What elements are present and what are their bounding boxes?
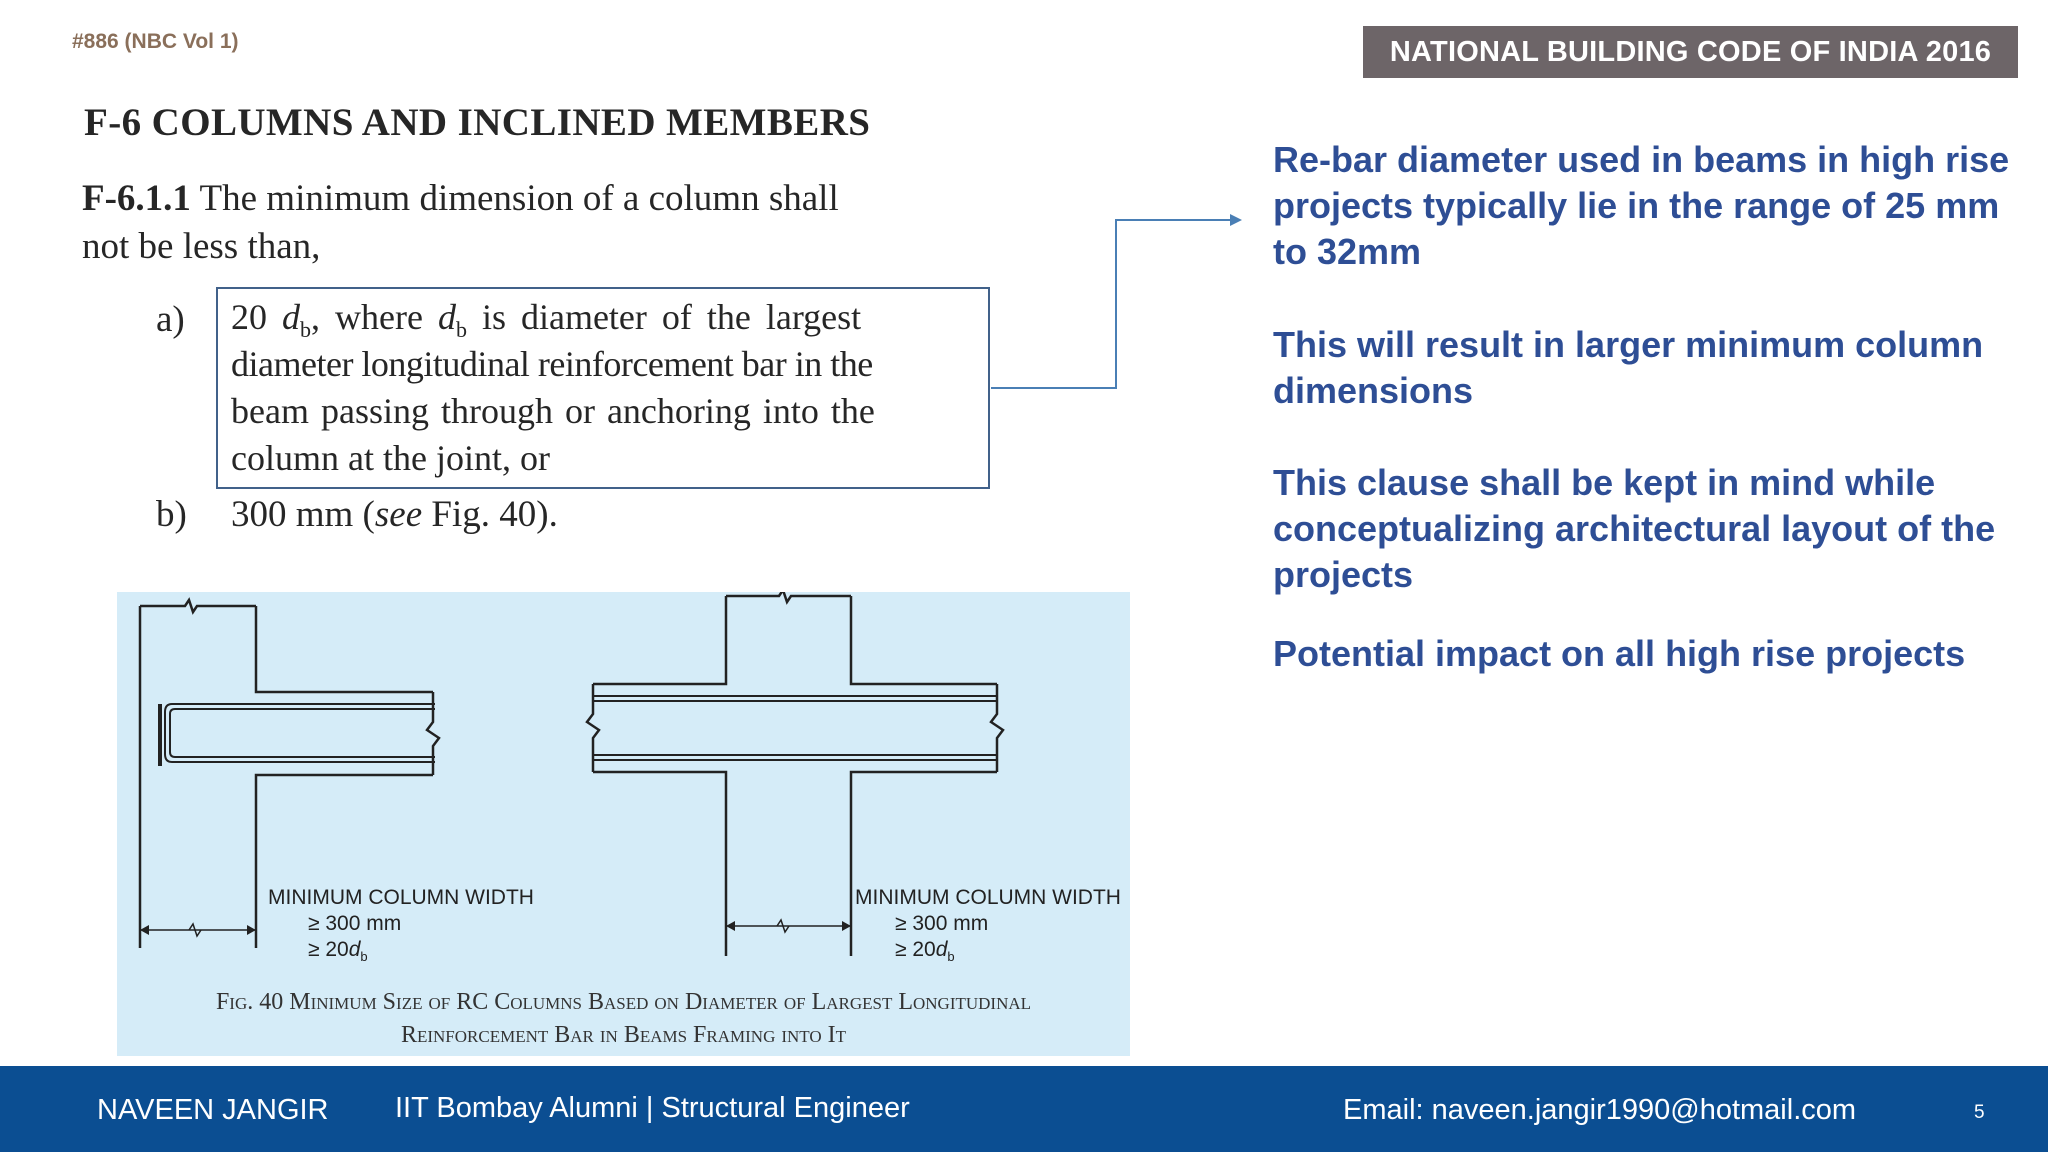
- item-a-where: , where: [311, 297, 423, 337]
- clause-text: [82, 175, 972, 271]
- left-label-title: MINIMUM COLUMN WIDTH: [268, 886, 534, 909]
- right-label-line-1: ≥ 300 mm: [895, 912, 989, 935]
- item-b-prefix: 300 mm (: [231, 494, 375, 535]
- figure-caption-line-1: Fig. 40 Minimum Size of RC Columns Based on Diameter of Largest Longitudinal: [215, 989, 1032, 1015]
- header-banner: [1363, 26, 2018, 78]
- left-dimension-label: [268, 885, 534, 970]
- clause-number: F-6.1.1: [82, 178, 191, 219]
- note-rebar-diameter: Re-bar diameter used in beams in high rise projects typically lie in the range of 25 mm to 32mm: [1273, 139, 2010, 272]
- note-high-rise-impact: Potential impact on all high rise projects: [1273, 633, 1966, 674]
- slide-reference: #886 (NBC Vol 1): [72, 30, 239, 53]
- item-a-d2: d: [437, 297, 456, 337]
- left-label-d: d: [348, 938, 361, 961]
- footer-bar: [0, 1066, 2048, 1152]
- item-b-text: [231, 493, 558, 536]
- left-label-line-2: [268, 937, 534, 970]
- footer-credentials: IIT Bombay Alumni | Structural Engineer: [395, 1092, 910, 1124]
- item-b-label: b): [156, 494, 187, 535]
- right-label-prefix: ≥ 20: [895, 938, 936, 961]
- figure-40: [117, 592, 1130, 1056]
- item-a-prefix: 20: [231, 297, 267, 337]
- header-banner-text: NATIONAL BUILDING CODE OF INDIA 2016: [1389, 35, 1992, 68]
- right-dimension-label: [855, 885, 1121, 970]
- item-a-rest: is diameter of the largest: [481, 297, 862, 337]
- item-a-line-4: column at the joint, or: [231, 438, 550, 478]
- item-a-line-3: beam passing through or anchoring into the: [231, 391, 875, 431]
- item-b-suffix: Fig. 40).: [422, 494, 558, 535]
- item-a-sub: b: [300, 317, 311, 343]
- item-a-line-2: diameter longitudinal reinforcement bar in the: [231, 344, 873, 384]
- note-larger-dimensions: This will result in larger minimum column dimensions: [1273, 324, 1984, 411]
- right-label-sub: b: [947, 949, 955, 965]
- clause-line-1: The minimum dimension of a column shall: [199, 178, 839, 219]
- left-label-sub: b: [360, 949, 368, 965]
- item-a-d: d: [282, 297, 300, 337]
- section-title: F-6 COLUMNS AND INCLINED MEMBERS: [84, 101, 871, 144]
- figure-caption-line-2: Reinforcement Bar in Beams Framing into It: [400, 1022, 847, 1048]
- right-label-d: d: [935, 938, 948, 961]
- left-label-prefix: ≥ 20: [308, 938, 349, 961]
- footer-email: Email: naveen.jangir1990@hotmail.com: [1343, 1094, 1857, 1126]
- footer-name: NAVEEN JANGIR: [97, 1094, 329, 1126]
- item-a-label: a): [156, 299, 185, 340]
- item-a-sub2: b: [455, 317, 467, 343]
- highlight-box: [216, 287, 990, 489]
- note-architectural-layout: This clause shall be kept in mind while conceptualizing architectural layout of the projects: [1273, 462, 1996, 595]
- left-label-line-1: ≥ 300 mm: [308, 912, 402, 935]
- item-b-see: see: [374, 494, 423, 535]
- right-label-line-2: [855, 937, 1121, 970]
- right-label-title: MINIMUM COLUMN WIDTH: [855, 886, 1121, 909]
- clause-line-2: not be less than,: [82, 226, 321, 267]
- page-number: 5: [1974, 1102, 1985, 1123]
